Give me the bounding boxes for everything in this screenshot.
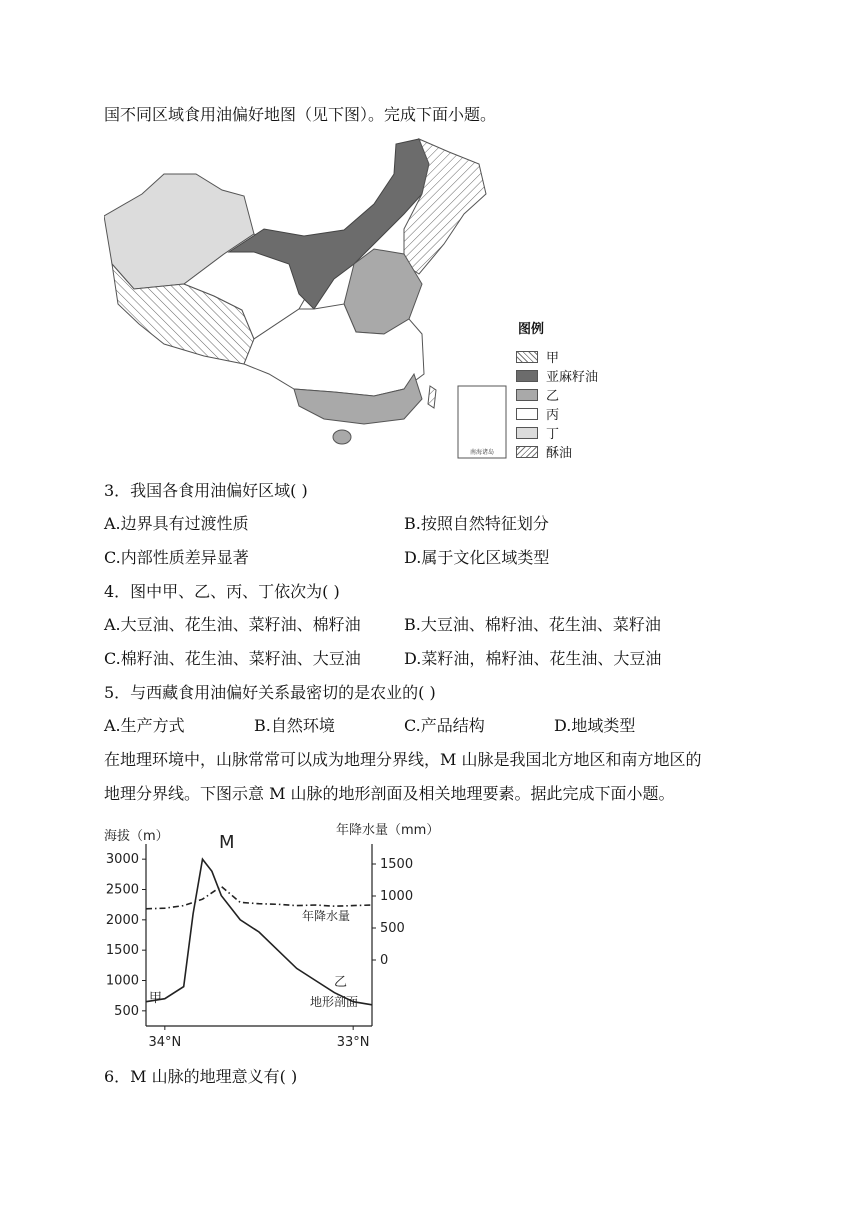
end-label: 乙	[334, 975, 348, 990]
right-tick-label: 1500	[380, 857, 414, 872]
right-tick-label: 500	[380, 921, 405, 936]
light-swatch	[516, 427, 538, 439]
q4-option-b[interactable]: B.大豆油、棉籽油、花生油、菜籽油	[404, 615, 661, 634]
q3-option-b[interactable]: B.按照自然特征划分	[404, 514, 549, 533]
x-tick-label: 34°N	[148, 1035, 182, 1050]
q5-option-c[interactable]: C.产品结构	[404, 716, 485, 735]
left-tick-label: 1500	[105, 943, 139, 959]
chart-ticks	[106, 852, 413, 1050]
left-axis-label: 海拔（m）	[104, 829, 169, 844]
dark-swatch	[516, 370, 538, 382]
left-tick-label: 2000	[105, 912, 139, 928]
passage-line-1: 在地理环境中，山脉常常可以成为地理分界线，M 山脉是我国北方地区和南方地区的	[104, 750, 702, 769]
terrain-series-label: 地形剖面	[310, 995, 359, 1009]
left-tick-label: 3000	[105, 852, 139, 868]
hatch-swatch	[516, 351, 538, 363]
question-3-stem: 3．我国各食用油偏好区域( )	[104, 481, 308, 500]
q4-option-a[interactable]: A.大豆油、花生油、菜籽油、棉籽油	[104, 615, 361, 634]
white-swatch	[516, 408, 538, 420]
q5-option-d[interactable]: D.地域类型	[554, 716, 636, 735]
map-legend	[516, 318, 598, 461]
intro-text: 国不同区域食用油偏好地图（见下图）。完成下面小题。	[104, 105, 497, 124]
precipitation-line	[146, 886, 372, 908]
q3-option-a[interactable]: A.边界具有过渡性质	[104, 514, 249, 533]
legend-item: 乙	[516, 385, 598, 404]
peak-label: M	[219, 832, 235, 853]
x-tick-label: 33°N	[336, 1035, 370, 1050]
start-label: 甲	[149, 991, 163, 1006]
question-6-stem: 6．M 山脉的地理意义有( )	[104, 1067, 298, 1086]
legend-item: 甲	[516, 347, 598, 366]
hatch-swatch	[516, 446, 538, 458]
precip-series-label: 年降水量	[302, 909, 351, 923]
question-5-stem: 5．与西藏食用油偏好关系最密切的是农业的( )	[104, 683, 436, 702]
region-taiwan	[428, 386, 436, 408]
right-axis-label: 年降水量（mm）	[336, 823, 440, 838]
legend-item: 亚麻籽油	[516, 366, 598, 385]
left-tick-label: 500	[114, 1003, 139, 1019]
legend-item: 酥油	[516, 442, 598, 461]
passage-line-2: 地理分界线。下图示意 M 山脉的地形剖面及相关地理要素。据此完成下面小题。	[104, 784, 675, 803]
right-tick-label: 0	[380, 953, 389, 968]
q4-option-d[interactable]: D.菜籽油，棉籽油、花生油、大豆油	[404, 649, 662, 668]
q3-option-c[interactable]: C.内部性质差异显著	[104, 548, 249, 567]
mid-swatch	[516, 389, 538, 401]
q4-option-c[interactable]: C.棉籽油、花生油、菜籽油、大豆油	[104, 649, 361, 668]
question-4-stem: 4．图中甲、乙、丙、丁依次为( )	[104, 582, 340, 601]
terrain-profile-chart	[104, 820, 444, 1054]
legend-title: 图例	[518, 322, 545, 337]
right-tick-label: 1000	[380, 889, 414, 904]
q5-option-a[interactable]: A.生产方式	[104, 716, 185, 735]
inset-label: 南海诸岛	[469, 449, 495, 456]
left-tick-label: 1000	[105, 973, 139, 989]
south-china-sea-inset	[458, 386, 506, 458]
q3-option-d[interactable]: D.属于文化区域类型	[404, 548, 550, 567]
legend-item: 丙	[516, 404, 598, 423]
region-hainan	[333, 430, 351, 444]
left-tick-label: 2500	[105, 882, 139, 898]
q5-option-b[interactable]: B.自然环境	[254, 716, 335, 735]
legend-item: 丁	[516, 423, 598, 442]
